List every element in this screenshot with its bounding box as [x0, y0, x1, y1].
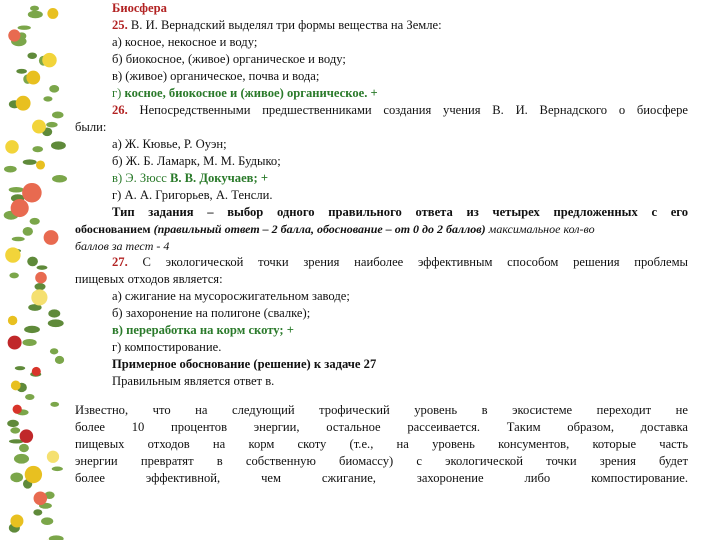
correct-answer: косное, биокосное и (живое) органическое. + [124, 86, 378, 100]
leaf-icon [49, 535, 64, 540]
flower-border-decoration [0, 0, 70, 540]
explanation-line: Известно, что на следующий трофический уровень в экосистеме переходит не [75, 403, 688, 417]
text: обоснованием [75, 222, 151, 236]
leaf-icon [23, 227, 33, 236]
leaf-icon [9, 187, 24, 193]
flower-icon [8, 336, 22, 350]
flower-icon [44, 230, 59, 245]
flower-icon [22, 183, 42, 203]
correct-option [112, 85, 688, 101]
question-text-cont: пищевых отходов является: [75, 272, 223, 286]
leaf-icon [27, 257, 38, 267]
question-number: 27. [112, 255, 128, 269]
leaf-icon [43, 96, 52, 101]
flower-icon [11, 199, 29, 217]
question-25 [112, 17, 688, 33]
question-text-cont: были: [75, 120, 107, 134]
flower-icon [20, 429, 34, 443]
leaf-icon [19, 444, 29, 452]
leaf-icon [12, 237, 25, 242]
leaf-icon [35, 283, 46, 290]
correct-option: в) переработка на корм скоту; + [112, 323, 294, 337]
option: в) (живое) органическое, почва и вода; [112, 69, 320, 83]
flower-icon [36, 160, 45, 169]
explanation-line: более эффективной, чем сжигание, захоронение либо компостирование. [75, 471, 688, 485]
question-number: 26. [112, 103, 128, 117]
flower-icon [11, 381, 21, 391]
flower-icon [34, 492, 48, 506]
question-number: 25. [112, 18, 128, 32]
option: а) сжигание на мусоросжигательном заводе; [112, 289, 350, 303]
flower-icon [8, 316, 17, 325]
flower-icon [32, 120, 46, 134]
leaf-icon [22, 339, 36, 346]
leaf-icon [7, 420, 19, 427]
flower-icon [8, 29, 20, 41]
solution-title: Примерное обоснование (решение) к задаче 27 [112, 357, 377, 371]
text: (правильный ответ – 2 балла, обоснование – от 0 до 2 баллов) [153, 222, 486, 236]
correct-answer: В. В. Докучаев; + [169, 171, 268, 185]
question-27 [112, 254, 688, 270]
leaf-icon [46, 122, 58, 128]
option: б) биокосное, (живое) органическое и воду; [112, 52, 346, 66]
flower-icon [42, 53, 56, 67]
section-title: Биосфера [112, 1, 167, 15]
leaf-icon [27, 52, 37, 59]
task-type-scoring [75, 221, 688, 237]
option: б) Ж. Б. Ламарк, М. М. Будыко; [112, 154, 281, 168]
correct-option [112, 170, 688, 186]
question-text: В. И. Вернадский выделял три формы вещества на Земле: [130, 18, 442, 32]
text: максимальное кол-во [488, 222, 595, 236]
question-text: С экологической точки зрения наиболее эффективным способом решения проблемы [142, 255, 688, 269]
leaf-icon [25, 394, 34, 400]
leaf-icon [33, 509, 42, 515]
leaf-icon [23, 159, 37, 165]
question-text: Непосредственными предшественниками создания учения В. И. Вернадского о биосфере [139, 103, 688, 117]
leaf-icon [48, 319, 64, 327]
leaf-icon [50, 402, 59, 407]
leaf-icon [9, 272, 18, 278]
leaf-icon [52, 467, 63, 472]
flower-icon [5, 140, 19, 154]
leaf-icon [10, 427, 20, 433]
explanation-line: более 10 процентов энергии, остальное рассеивается. Таким образом, доставка [75, 420, 688, 434]
leaf-icon [18, 25, 31, 29]
explanation-line: пищевых отходов на корм скоту (т.е., на уровень консументов, которые часть [75, 437, 688, 451]
leaf-icon [14, 454, 29, 464]
leaf-icon [30, 218, 40, 225]
option: а) Ж. Кювье, Р. Оуэн; [112, 137, 227, 151]
flower-icon [13, 405, 22, 414]
leaf-icon [15, 366, 26, 370]
flower-icon [25, 466, 42, 483]
leaf-icon [16, 69, 27, 74]
leaf-icon [41, 517, 53, 525]
leaf-icon [30, 6, 39, 11]
flower-icon [47, 8, 58, 19]
option: а) косное, некосное и воду; [112, 35, 258, 49]
leaf-icon [52, 175, 67, 183]
leaf-icon [55, 356, 64, 364]
flower-icon [16, 96, 31, 111]
leaf-icon [49, 85, 59, 93]
option-letter: г) [112, 86, 122, 100]
option: б) захоронение на полигоне (свалке); [112, 306, 311, 320]
leaf-icon [32, 146, 43, 152]
flower-icon [32, 367, 41, 376]
leaf-icon [50, 348, 58, 354]
flower-icon [47, 451, 59, 463]
flower-icon [26, 71, 40, 85]
option-text: в) Э. Зюсс [112, 171, 167, 185]
leaf-icon [28, 11, 43, 19]
flower-icon [5, 247, 20, 262]
flower-icon [31, 289, 47, 305]
flower-icon [35, 272, 47, 284]
leaf-icon [10, 472, 23, 482]
solution-answer: Правильным является ответ в. [112, 374, 275, 388]
max-score: баллов за тест - 4 [75, 239, 170, 253]
leaf-icon [52, 111, 64, 118]
explanation-line: энергии превратят в собственную биомассу) с экологической точки зрения будет [75, 454, 688, 468]
option: г) А. А. Григорьев, А. Тенсли. [112, 188, 273, 202]
option: г) компостирование. [112, 340, 222, 354]
leaf-icon [51, 141, 66, 149]
question-26 [112, 102, 688, 118]
flower-icon [10, 514, 23, 527]
task-type-line: Тип задания – выбор одного правильного ответа из четырех предложенных с его [112, 205, 688, 219]
leaf-icon [37, 265, 48, 269]
leaf-icon [48, 309, 60, 317]
leaf-icon [24, 326, 40, 333]
leaf-icon [4, 166, 17, 173]
